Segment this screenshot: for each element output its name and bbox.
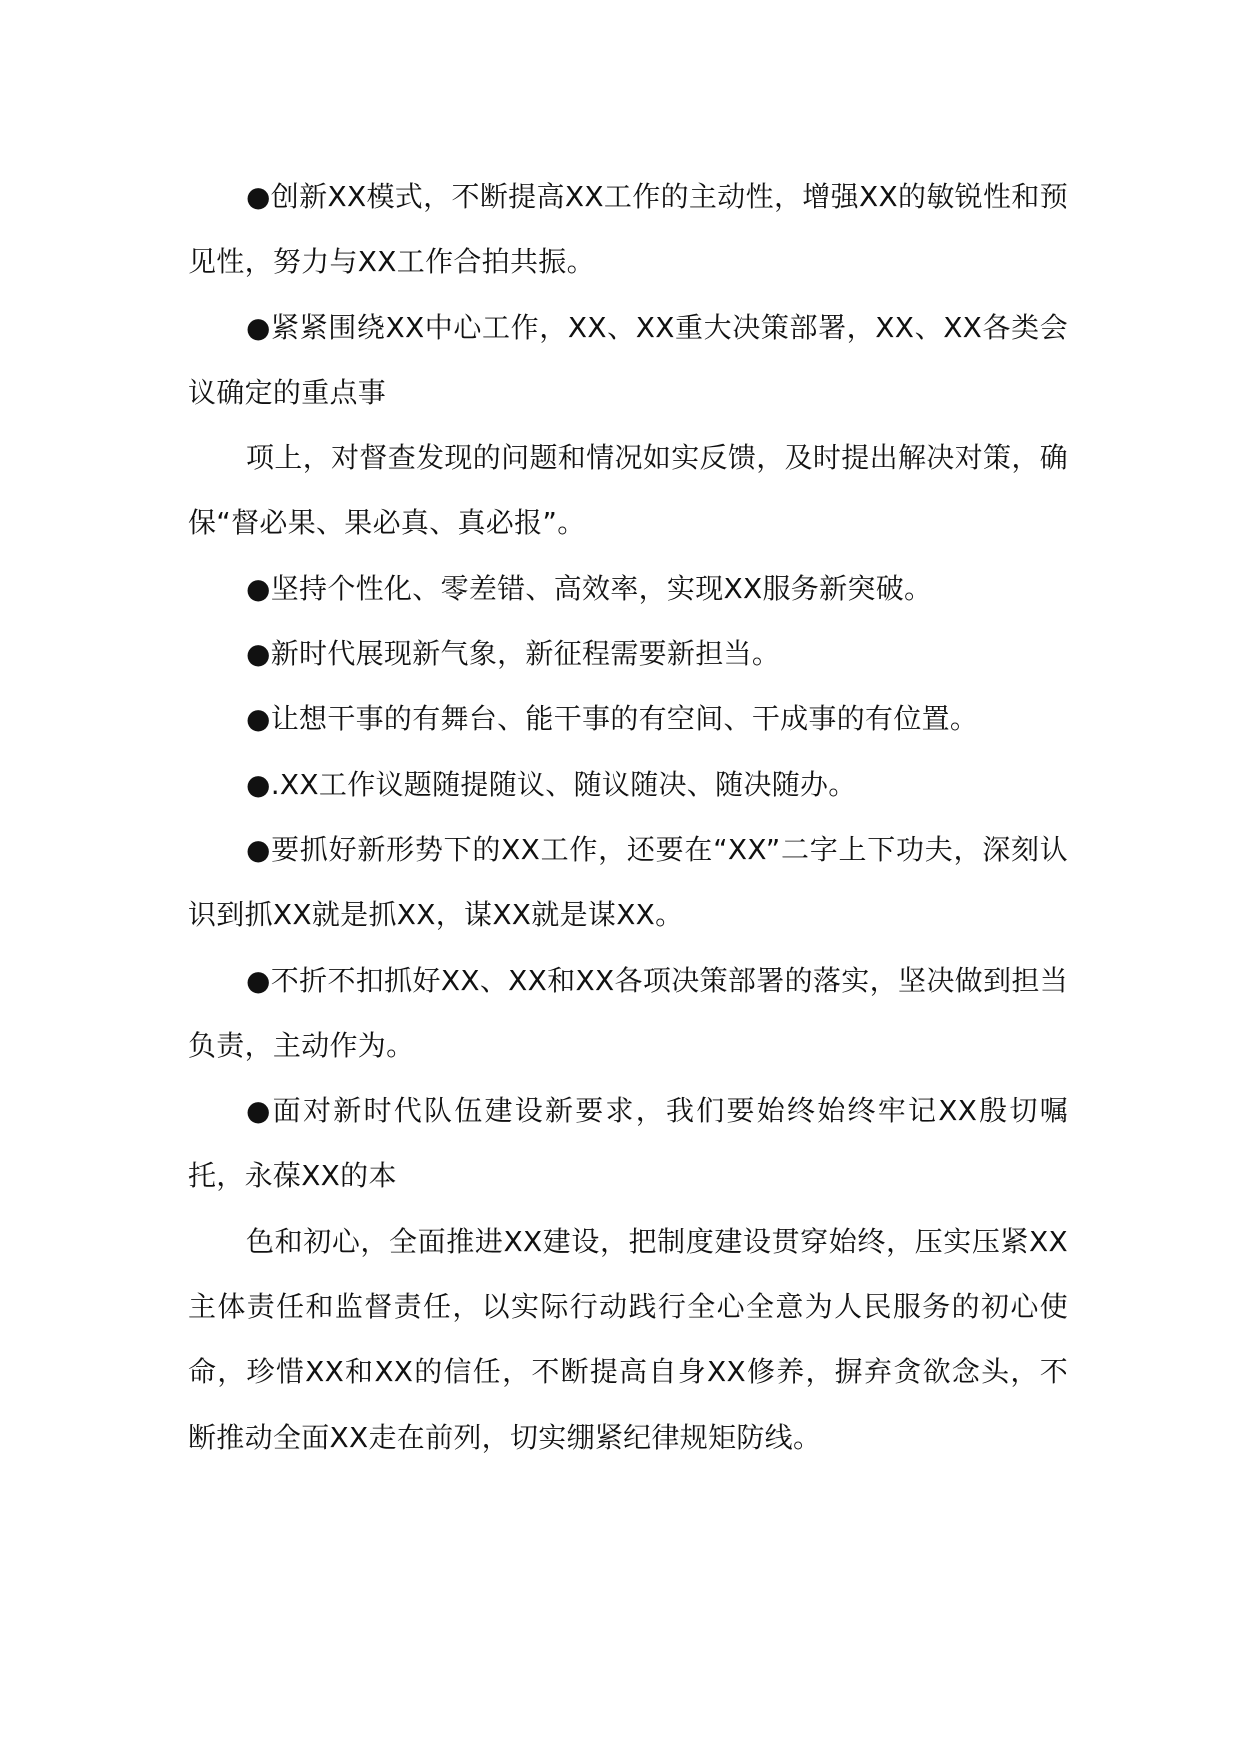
paragraph-focus-center-work: ●紧紧围绕XX中心工作，XX、XX重大决策部署，XX、XX各类会议确定的重点事 xyxy=(188,310,1068,409)
paragraph-new-situation-work: ●要抓好新形势下的XX工作，还要在“XX”二字上下功夫，深刻认识到抓XX就是抓XX，谋XX就是谋XX。 xyxy=(188,832,1068,932)
paragraph-agenda-handling: ●.XX工作议题随提随议、随议随决、随决随办。 xyxy=(246,767,857,801)
document-body xyxy=(188,164,1068,1470)
paragraph-personalized-service: ●坚持个性化、零差错、高效率，实现XX服务新突破。 xyxy=(246,571,933,605)
paragraph-new-era: ●新时代展现新气象，新征程需要新担当。 xyxy=(246,637,781,671)
paragraph-team-building: ●面对新时代队伍建设新要求，我们要始终始终牢记XX殷切嘱托，永葆XX的本 xyxy=(188,1094,1068,1193)
paragraph-stage-for-doers: ●让想干事的有舞台、能干事的有空间、干成事的有位置。 xyxy=(246,702,979,736)
paragraph-innovate-mode: ●创新XX模式，不断提高XX工作的主动性，增强XX的敏锐性和预见性，努力与XX工作合拍共振。 xyxy=(188,180,1068,279)
paragraph-original-aspiration: 色和初心，全面推进XX建设，把制度建设贯穿始终，压实压紧XX主体责任和监督责任，以实际行动践行全心全意为人民服务的初心使命，珍惜XX和XX的信任，不断提高自身XX修养，摒弃贪欲念头，不断推动全面XX走在前列，切实绷紧纪律规矩防线。 xyxy=(188,1224,1068,1454)
paragraph-supervision-feedback: 项上，对督查发现的问题和情况如实反馈，及时提出解决对策，确保“督必果、果必真、真必报”。 xyxy=(188,441,1068,540)
paragraph-implement-decisions: ●不折不扣抓好XX、XX和XX各项决策部署的落实，坚决做到担当负责，主动作为。 xyxy=(188,963,1068,1062)
